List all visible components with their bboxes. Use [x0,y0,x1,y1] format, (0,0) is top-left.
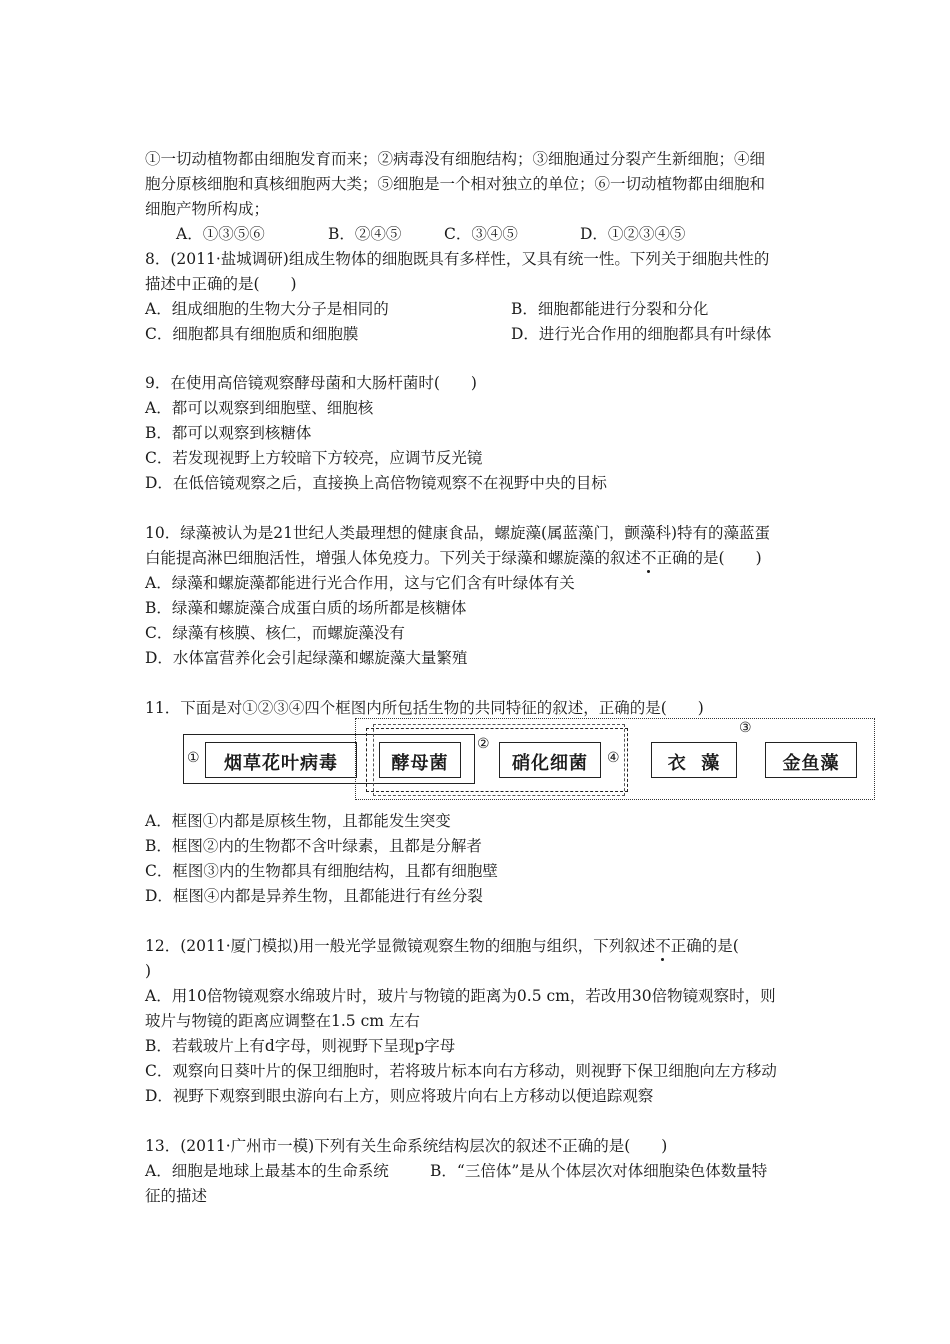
q11-stem: 11．下面是对①②③④四个框图内所包括生物的共同特征的叙述，正确的是( ) [145,699,704,717]
q8-line-1: 8．(2011·盐城调研)组成生物体的细胞既具有多样性，又具有统一性。下列关于细胞共性的 [145,250,770,268]
label-yeast: 酵母菌 [391,753,449,774]
q11-option-c: C．框图③内的生物都具有细胞结构，且都有细胞壁 [145,862,498,880]
q10-line-1: 10．绿藻被认为是21世纪人类最理想的健康食品，螺旋藻(属蓝藻门，颤藻科)特有的藻蓝蛋 [145,524,771,542]
q7-line-2: 胞分原核细胞和真核细胞两大类；⑤细胞是一个相对独立的单位；⑥一切动植物都由细胞和 [145,175,766,193]
q10-line-2 [145,547,762,569]
q13-option-a: A．细胞是地球上最基本的生命系统 [145,1162,389,1180]
q10-option-a: A．绿藻和螺旋藻都能进行光合作用，这与它们含有叶绿体有关 [145,574,575,592]
box-tobacco-mosaic-virus [205,742,357,778]
q8-line-2: 描述中正确的是( ) [145,275,297,293]
q12-option-a: A．用10倍物镜观察水绵玻片时，玻片与物镜的距离为0.5 cm，若改用30倍物镜观察时，则 [145,987,776,1005]
q12-line-1-post: 正确的是( [670,937,739,955]
label-nitrifying-bacteria: 硝化细菌 [512,753,588,774]
q12-option-c: C．观察向日葵叶片的保卫细胞时，若将玻片标本向右方移动，则视野下保卫细胞向左方移动 [145,1062,777,1080]
q12-line-1-pre: 12．(2011·厦门模拟)用一般光学显微镜观察生物的细胞与组织，下列叙述 [145,937,656,955]
box-hornwort [765,742,857,778]
q12-line-1 [145,935,739,957]
q8-option-b: B．细胞都能进行分裂和分化 [511,300,709,318]
q10-emphasis-mark: 不 [641,549,657,567]
q10-line-2-post: 正确的是( ) [656,549,762,567]
q12-option-d: D．视野下观察到眼虫游向右上方，则应将玻片向右上方移动以便追踪观察 [145,1087,654,1105]
q9-stem: 9．在使用高倍镜观察酵母菌和大肠杆菌时( ) [145,374,477,392]
box-nitrifying-bacteria [499,742,601,778]
marker-3: ③ [739,720,752,736]
q10-option-d: D．水体富营养化会引起绿藻和螺旋藻大量繁殖 [145,649,468,667]
label-hornwort: 金鱼藻 [782,753,840,774]
q7-option-d: D．①②③④⑤ [580,225,686,243]
q9-option-d: D．在低倍镜观察之后，直接换上高倍物镜观察不在视野中央的目标 [145,474,607,492]
box-chlamydomonas [651,742,737,778]
label-chlamydomonas: 衣 藻 [667,753,721,774]
q7-option-a: A．①③⑤⑥ [176,225,265,243]
q10-option-c: C．绿藻有核膜、核仁，而螺旋藻没有 [145,624,405,642]
q13-option-b: B．“三倍体”是从个体层次对体细胞染色体数量特 [430,1162,768,1180]
q7-option-c: C．③④⑤ [444,225,518,243]
q9-option-a: A．都可以观察到细胞壁、细胞核 [145,399,374,417]
q12-line-2: ) [145,962,152,980]
q7-option-b: B．②④⑤ [328,225,402,243]
q11-option-d: D．框图④内都是异养生物，且都能进行有丝分裂 [145,887,483,905]
q10-option-b: B．绿藻和螺旋藻合成蛋白质的场所都是核糖体 [145,599,467,617]
q10-line-2-pre: 白能提高淋巴细胞活性，增强人体免疫力。下列关于绿藻和螺旋藻的叙述 [145,549,642,567]
q13-stem: 13．(2011·广州市一模)下列有关生命系统结构层次的叙述不正确的是( ) [145,1137,668,1155]
q13-option-b-cont: 征的描述 [145,1187,208,1205]
q7-line-3: 细胞产物所构成； [145,200,270,218]
q9-option-b: B．都可以观察到核糖体 [145,424,312,442]
q7-line-1: ①一切动植物都由细胞发育而来；②病毒没有细胞结构；③细胞通过分裂产生新细胞；④细 [145,150,766,168]
marker-1: ① [187,750,200,766]
q8-option-d: D．进行光合作用的细胞都具有叶绿体 [511,325,772,343]
q12-option-b: B．若载玻片上有d字母，则视野下呈现p字母 [145,1037,456,1055]
label-tobacco-mosaic-virus: 烟草花叶病毒 [224,753,338,774]
q11-diagram [183,718,875,802]
q12-emphasis-mark: 不 [655,937,671,955]
q11-option-b: B．框图②内的生物都不含叶绿素，且都是分解者 [145,837,482,855]
marker-4: ④ [607,750,620,766]
q8-option-c: C．细胞都具有细胞质和细胞膜 [145,325,359,343]
box-yeast [379,742,461,778]
q12-option-a-cont: 玻片与物镜的距离应调整在1.5 cm 左右 [145,1012,420,1030]
marker-2: ② [477,736,490,752]
q9-option-c: C．若发现视野上方较暗下方较亮，应调节反光镜 [145,449,483,467]
q11-option-a: A．框图①内都是原核生物，且都能发生突变 [145,812,451,830]
q8-option-a: A．组成细胞的生物大分子是相同的 [145,300,389,318]
